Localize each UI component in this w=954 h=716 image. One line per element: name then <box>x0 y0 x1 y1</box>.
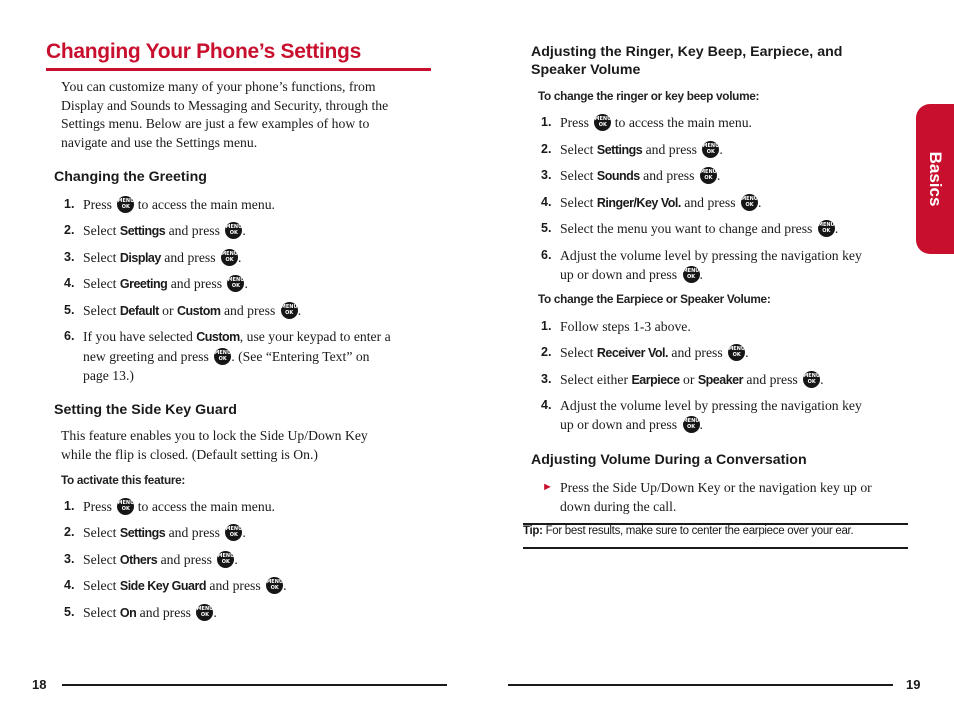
step-text: and press <box>742 372 802 387</box>
step-text: and press <box>165 525 224 540</box>
step-text: Adjust the volume level by pressing the navigation key <box>560 248 862 263</box>
menu-keyword: Settings <box>596 143 643 157</box>
menu-keyword: Others <box>119 553 158 567</box>
page-title: Changing Your Phone’s Settings <box>46 40 361 63</box>
step-text: and press <box>136 605 195 620</box>
step-text: or <box>679 372 698 387</box>
section-heading-greeting: Changing the Greeting <box>54 169 207 185</box>
menu-ok-key-icon: MENU OK <box>683 266 700 283</box>
step-number: 2. <box>64 223 75 237</box>
step-text: . <box>820 372 824 387</box>
step-text: up or down and press <box>560 417 681 432</box>
step-text: , use your keypad to enter a <box>239 329 391 344</box>
bullet-line: Press the Side Up/Down Key or the navigation key up or <box>560 480 872 495</box>
step-text: page 13.) <box>83 368 134 383</box>
step-text: . <box>699 267 703 282</box>
tip-note <box>523 525 853 537</box>
section-heading-conversation: Adjusting Volume During a Conversation <box>531 452 807 468</box>
step-text: Select <box>560 142 597 157</box>
menu-ok-key-icon: MENU OK <box>227 275 244 292</box>
step-number: 1. <box>64 197 75 211</box>
step-text: Press <box>83 499 116 514</box>
step-text: Select <box>560 345 597 360</box>
step-text: . <box>242 223 246 238</box>
menu-ok-key-icon: MENU OK <box>225 524 242 541</box>
section-tab-label: Basics <box>926 151 945 207</box>
step-text: . <box>213 605 217 620</box>
menu-keyword: Display <box>119 251 161 265</box>
step-text: and press <box>667 345 727 360</box>
step-text: new greeting and press <box>83 349 213 364</box>
step-text: Select <box>83 250 120 265</box>
step-text: Select <box>83 578 120 593</box>
menu-keyword: Earpiece <box>631 373 680 387</box>
step-text: Select <box>83 552 120 567</box>
step-number: 6. <box>64 329 75 343</box>
step-text: to access the main menu. <box>134 499 275 514</box>
step-text: and press <box>165 223 224 238</box>
menu-ok-key-icon: MENU OK <box>741 194 758 211</box>
intro-line: Settings menu. Below are just a few examples of how to <box>61 116 370 131</box>
step-number: 4. <box>541 195 552 209</box>
step-number: 5. <box>64 303 75 317</box>
step-text: . <box>297 303 302 318</box>
step-text: Select <box>83 276 120 291</box>
menu-ok-key-icon: MENU OK <box>196 604 213 621</box>
menu-keyword: Custom <box>177 304 221 318</box>
step-text: . <box>234 552 238 567</box>
step-number: 2. <box>541 345 552 359</box>
menu-ok-key-icon: MENU OK <box>594 114 611 131</box>
step-text: Select either <box>560 372 632 387</box>
step-number: 1. <box>541 115 552 129</box>
menu-ok-key-icon: MENU OK <box>217 551 234 568</box>
step-text: and press <box>157 552 216 567</box>
step-number: 1. <box>64 499 75 513</box>
step-text: Select <box>83 303 120 318</box>
step-number: 4. <box>64 276 75 290</box>
menu-keyword: Ringer/Key Vol. <box>596 196 681 210</box>
step-text: . <box>699 417 703 432</box>
section-heading-side-key-guard: Setting the Side Key Guard <box>54 402 237 418</box>
step-text: and press <box>160 250 220 265</box>
step-text: . <box>719 142 723 157</box>
step-text: and press <box>680 195 740 210</box>
step-text: . <box>283 578 287 593</box>
menu-ok-key-icon: MENU OK <box>818 220 835 237</box>
step-text: . <box>758 195 762 210</box>
step-text: . (See “Entering Text” on <box>231 349 370 364</box>
menu-keyword: Sounds <box>596 169 640 183</box>
step-number: 4. <box>64 578 75 592</box>
footer-rule-right <box>508 684 893 686</box>
step-number: 3. <box>541 168 552 182</box>
menu-ok-key-icon: MENU OK <box>700 167 717 184</box>
step-number: 2. <box>64 525 75 539</box>
step-number: 5. <box>64 605 75 619</box>
step-text: to access the main menu. <box>611 115 752 130</box>
step-text: If you have selected <box>83 329 197 344</box>
menu-ok-key-icon: MENU OK <box>214 348 231 365</box>
step-number: 3. <box>541 372 552 386</box>
subheading-activate: To activate this feature: <box>61 473 186 487</box>
tip-label: Tip: <box>523 525 543 537</box>
step-number: 3. <box>64 250 75 264</box>
step-number: 5. <box>541 221 552 235</box>
paragraph-line: This feature enables you to lock the Side Up/Down Key <box>61 428 368 443</box>
step-text: and press <box>642 142 701 157</box>
step-text: or <box>158 303 177 318</box>
step-text: Follow steps 1-3 above. <box>560 319 691 334</box>
menu-ok-key-icon: MENU OK <box>728 344 745 361</box>
step-text: and press <box>205 578 265 593</box>
menu-ok-key-icon: MENU OK <box>702 141 719 158</box>
menu-keyword: Settings <box>119 526 166 540</box>
step-number: 6. <box>541 248 552 262</box>
step-number: 4. <box>541 398 552 412</box>
intro-line: navigate and use the Settings menu. <box>61 134 258 150</box>
bullet-line: down during the call. <box>560 499 677 514</box>
intro-paragraph <box>61 78 431 152</box>
paragraph-line: while the flip is closed. (Default setting is On.) <box>61 446 318 462</box>
step-text: and press <box>220 303 279 318</box>
subheading-earpiece: To change the Earpiece or Speaker Volume: <box>538 292 771 306</box>
step-text: Select <box>560 168 597 183</box>
step-text: . <box>834 221 839 236</box>
menu-keyword: Greeting <box>119 277 168 291</box>
menu-ok-key-icon: MENU OK <box>281 302 298 319</box>
menu-keyword: Settings <box>119 224 166 238</box>
step-text: Adjust the volume level by pressing the navigation key <box>560 398 862 413</box>
menu-ok-key-icon: MENU OK <box>117 196 134 213</box>
menu-ok-key-icon: MENU OK <box>225 222 242 239</box>
step-text: . <box>244 276 248 291</box>
menu-keyword: Receiver Vol. <box>596 346 668 360</box>
step-number: 3. <box>64 552 75 566</box>
step-text: Select <box>83 525 120 540</box>
step-text: . <box>238 250 242 265</box>
tip-rule-bottom <box>523 547 908 549</box>
menu-keyword: Default <box>119 304 159 318</box>
menu-ok-key-icon: MENU OK <box>221 249 238 266</box>
step-text: Select the menu you want to change and press <box>560 221 816 236</box>
section-tab <box>916 104 954 254</box>
step-text: . <box>745 345 749 360</box>
step-text: to access the main menu. <box>134 197 275 212</box>
heading-line: Speaker Volume <box>531 62 641 78</box>
step-text: Press <box>560 115 593 130</box>
step-number: 2. <box>541 142 552 156</box>
footer-rule-left <box>62 684 447 686</box>
menu-keyword: On <box>119 606 137 620</box>
step-text: Select <box>83 223 120 238</box>
subheading-ringer: To change the ringer or key beep volume: <box>538 89 760 103</box>
menu-ok-key-icon: MENU OK <box>683 416 700 433</box>
bullet-arrow-icon: ► <box>542 481 553 493</box>
step-text: and press <box>167 276 226 291</box>
menu-keyword: Custom <box>196 330 240 344</box>
step-text: and press <box>639 168 698 183</box>
step-text: Select <box>560 195 597 210</box>
step-text: Select <box>83 605 120 620</box>
section-heading-ringer <box>531 43 842 79</box>
page-number-right: 19 <box>906 677 921 692</box>
step-text: up or down and press <box>560 267 681 282</box>
step-text: Press <box>83 197 116 212</box>
title-rule <box>46 68 431 71</box>
menu-ok-key-icon: MENU OK <box>803 371 820 388</box>
intro-line: Display and Sounds to Messaging and Security, through the <box>61 97 389 113</box>
step-text: . <box>242 525 246 540</box>
menu-ok-key-icon: MENU OK <box>266 577 283 594</box>
step-number: 1. <box>541 319 552 333</box>
step-text: . <box>716 168 721 183</box>
tip-text: For best results, make sure to center the earpiece over your ear. <box>542 525 854 537</box>
menu-ok-key-icon: MENU OK <box>117 498 134 515</box>
page-number-left: 18 <box>32 677 47 692</box>
intro-line: You can customize many of your phone’s functions, from <box>61 79 376 94</box>
menu-keyword: Side Key Guard <box>119 579 206 593</box>
side-key-paragraph <box>61 427 431 464</box>
heading-line: Adjusting the Ringer, Key Beep, Earpiece, and <box>531 44 843 60</box>
menu-keyword: Speaker <box>697 373 743 387</box>
